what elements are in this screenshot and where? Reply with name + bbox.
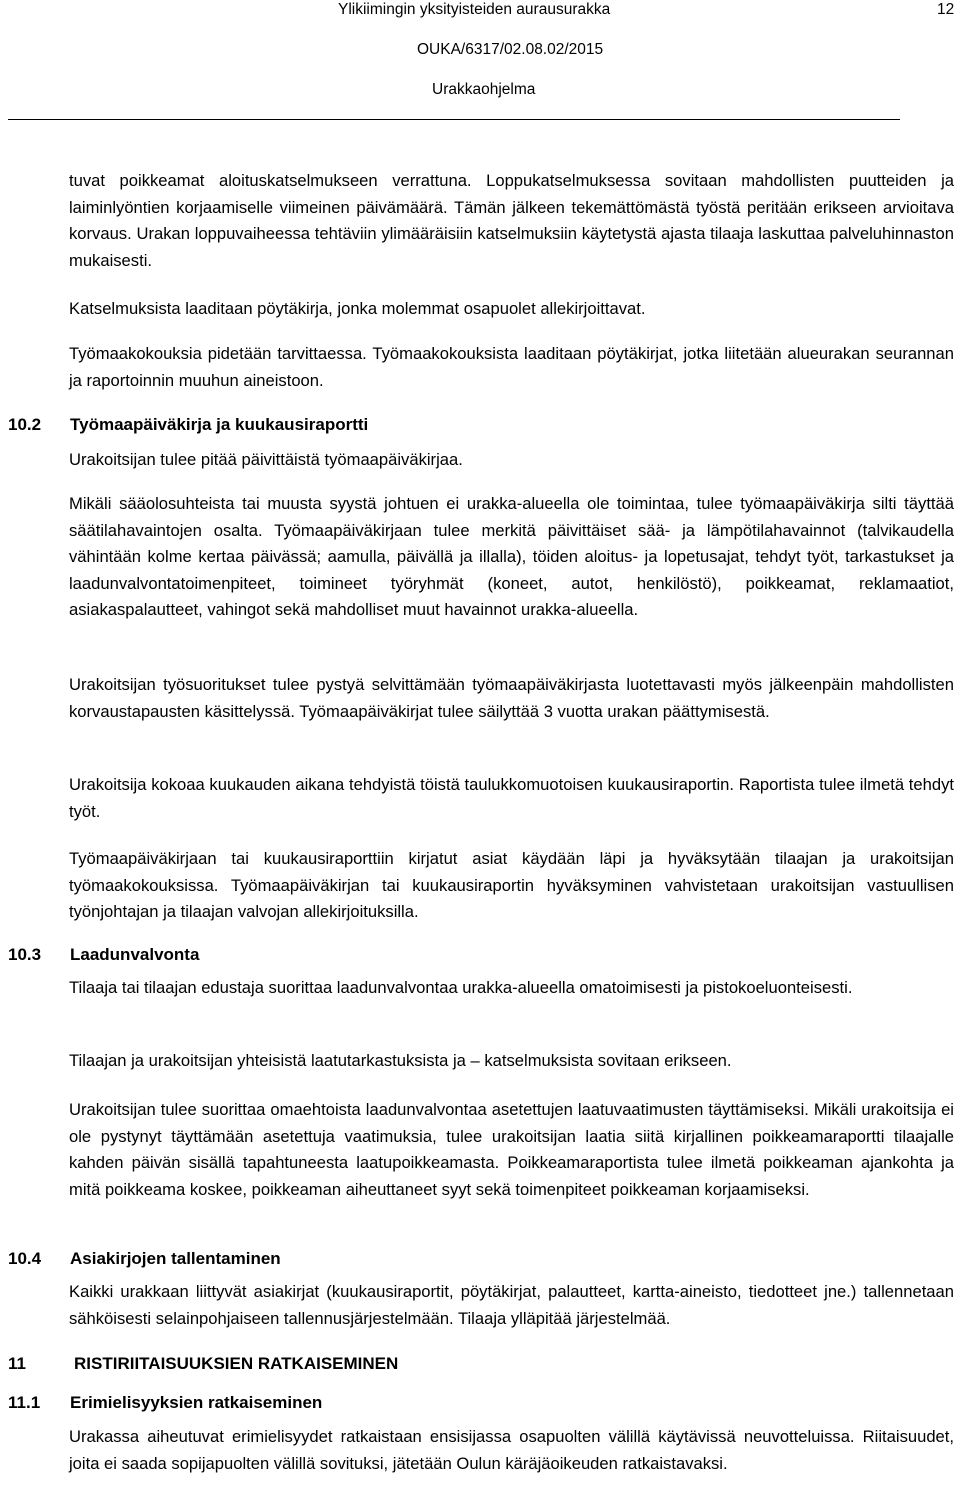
heading-number: 10.2 <box>8 415 42 434</box>
paragraph-tyomaakokous: Työmaakokouksia pidetään tarvittaessa. Työmaakokouksista laaditaan pöytäkirjat, jotka liitetään alueurakan seurannan ja raportoinnin muuhun aineistoon. <box>69 344 954 390</box>
heading-text: Työmaapäiväkirja ja kuukausiraportti <box>70 415 369 434</box>
paragraph-laadunvalvonta: Tilaaja tai tilaajan edustaja suorittaa laadunvalvontaa urakka-alueella omatoimisesti ja pistokoeluonteisesti. <box>69 978 853 997</box>
header-program: Urakkaohjelma <box>432 81 536 98</box>
page-number: 12 <box>937 1 955 18</box>
paragraph-omaehtoinen-laadunvalvonta: Urakoitsijan tulee suorittaa omaehtoista laadunvalvontaa asetettujen laatuvaatimusten täyttämiseksi. Mikäli urakoitsija ei ole pystynyt täyttämään asetettuja vaatimuksia, tulee urakoitsijan laatia siitä kirjallinen poikkeamaraportti tilaajalle kahden päivän sisällä tapahtuneesta laatupoikkeamasta. Poikkeamaraportista tulee ilmetä poikkeaman ajankohta ja mitä poikkeama koskee, poikkeaman aiheuttaneet syyt sekä toimenpiteet poikkeaman korjaamiseksi. <box>69 1100 954 1199</box>
paragraph-asiakirjat: Kaikki urakkaan liittyvät asiakirjat (kuukausiraportit, pöytäkirjat, palautteet, kartta-aineisto, tiedotteet jne.) tallennetaan sähköisesti selainpohjaiseen tallennusjärjestelmään. Tilaaja ylläpitää järjestelmää. <box>69 1282 954 1328</box>
heading-number: 11 <box>8 1354 26 1373</box>
paragraph-poytakirja: Katselmuksista laaditaan pöytäkirja, jonka molemmat osapuolet allekirjoittavat. <box>69 299 646 318</box>
paragraph-katselmus: tuvat poikkeamat aloituskatselmukseen verrattuna. Loppukatselmuksessa sovitaan mahdollisten puutteiden ja laiminlyöntien korjaamiselle viimeinen päivämäärä. Tämän jälkeen tekemättömästä työstä peritään erikseen arvioitava korvaus. Urakan loppuvaiheessa tehtäviin ylimääräisiin katselmuksiin käytetystä ajasta tilaaja laskuttaa palveluhinnaston mukaisesti. <box>69 171 954 270</box>
header-reference: OUKA/6317/02.08.02/2015 <box>417 41 604 58</box>
heading-text: RISTIRIITAISUUKSIEN RATKAISEMINEN <box>74 1354 399 1373</box>
paragraph-tyomaapaivakirja: Urakoitsijan tulee pitää päivittäistä työmaapäiväkirjaa. <box>69 450 463 469</box>
paragraph-tyosuoritukset: Urakoitsijan työsuoritukset tulee pystyä selvittämään työmaapäiväkirjasta luotettavasti myös jälkeenpäin mahdollisten korvaustapausten käsittelyssä. Työmaapäiväkirjat tulee säilyttää 3 vuotta urakan päättymisestä. <box>69 675 954 721</box>
heading-text: Laadunvalvonta <box>70 945 200 964</box>
paragraph-saaolosuhteet: Mikäli sääolosuhteista tai muusta syystä johtuen ei urakka-alueella ole toimintaa, tulee työmaapäiväkirja silti täyttää säätilahavaintojen osalta. Työmaapäiväkirjaan tulee merkitä päivittäiset sää- ja lämpötilahavainnot (talvikaudella vähintään kolme kertaa päivässä; aamulla, päivällä ja illalla), töiden aloitus- ja lopetusajat, tehdyt työt, tarkastukset ja laadunvalvontatoimenpiteet, toimineet työryhmät (koneet, autot, henkilöstö), poikkeamat, reklamaatiot, asiakaspalautteet, vahingot sekä mahdolliset muut havainnot urakka-alueella. <box>69 494 954 619</box>
paragraph-hyvaksyminen: Työmaapäiväkirjaan tai kuukausiraporttiin kirjatut asiat käydään läpi ja hyväksytään tilaajan ja urakoitsijan työmaakokouksissa. Työmaapäiväkirjan tai kuukausiraportin hyväksyminen vahvistetaan urakoitsijan vastuullisen työnjohtajan ja tilaajan valvojan allekirjoituksilla. <box>69 849 954 921</box>
heading-text: Erimielisyyksien ratkaiseminen <box>70 1393 323 1412</box>
header-title: Ylikiimingin yksityisteiden aurausurakka <box>338 1 611 18</box>
paragraph-erimielisyydet: Urakassa aiheutuvat erimielisyydet ratkaistaan ensisijassa osapuolten välillä käytävissä neuvotteluissa. Riitaisuudet, joita ei saada sopijapuolten välillä sovituksi, jätetään Oulun käräjäoikeuden ratkaistavaksi. <box>69 1427 954 1473</box>
header-rule <box>8 119 900 120</box>
heading-number: 10.3 <box>8 945 42 964</box>
heading-number: 11.1 <box>8 1393 41 1412</box>
heading-text: Asiakirjojen tallentaminen <box>70 1249 281 1268</box>
paragraph-kuukausiraportti: Urakoitsija kokoaa kuukauden aikana tehdyistä töistä taulukkomuotoisen kuukausiraportin. Raportista tulee ilmetä tehdyt työt. <box>69 775 954 821</box>
paragraph-laatutarkastukset: Tilaajan ja urakoitsijan yhteisistä laatutarkastuksista ja – katselmuksista sovitaan erikseen. <box>69 1051 732 1070</box>
heading-number: 10.4 <box>8 1249 42 1268</box>
